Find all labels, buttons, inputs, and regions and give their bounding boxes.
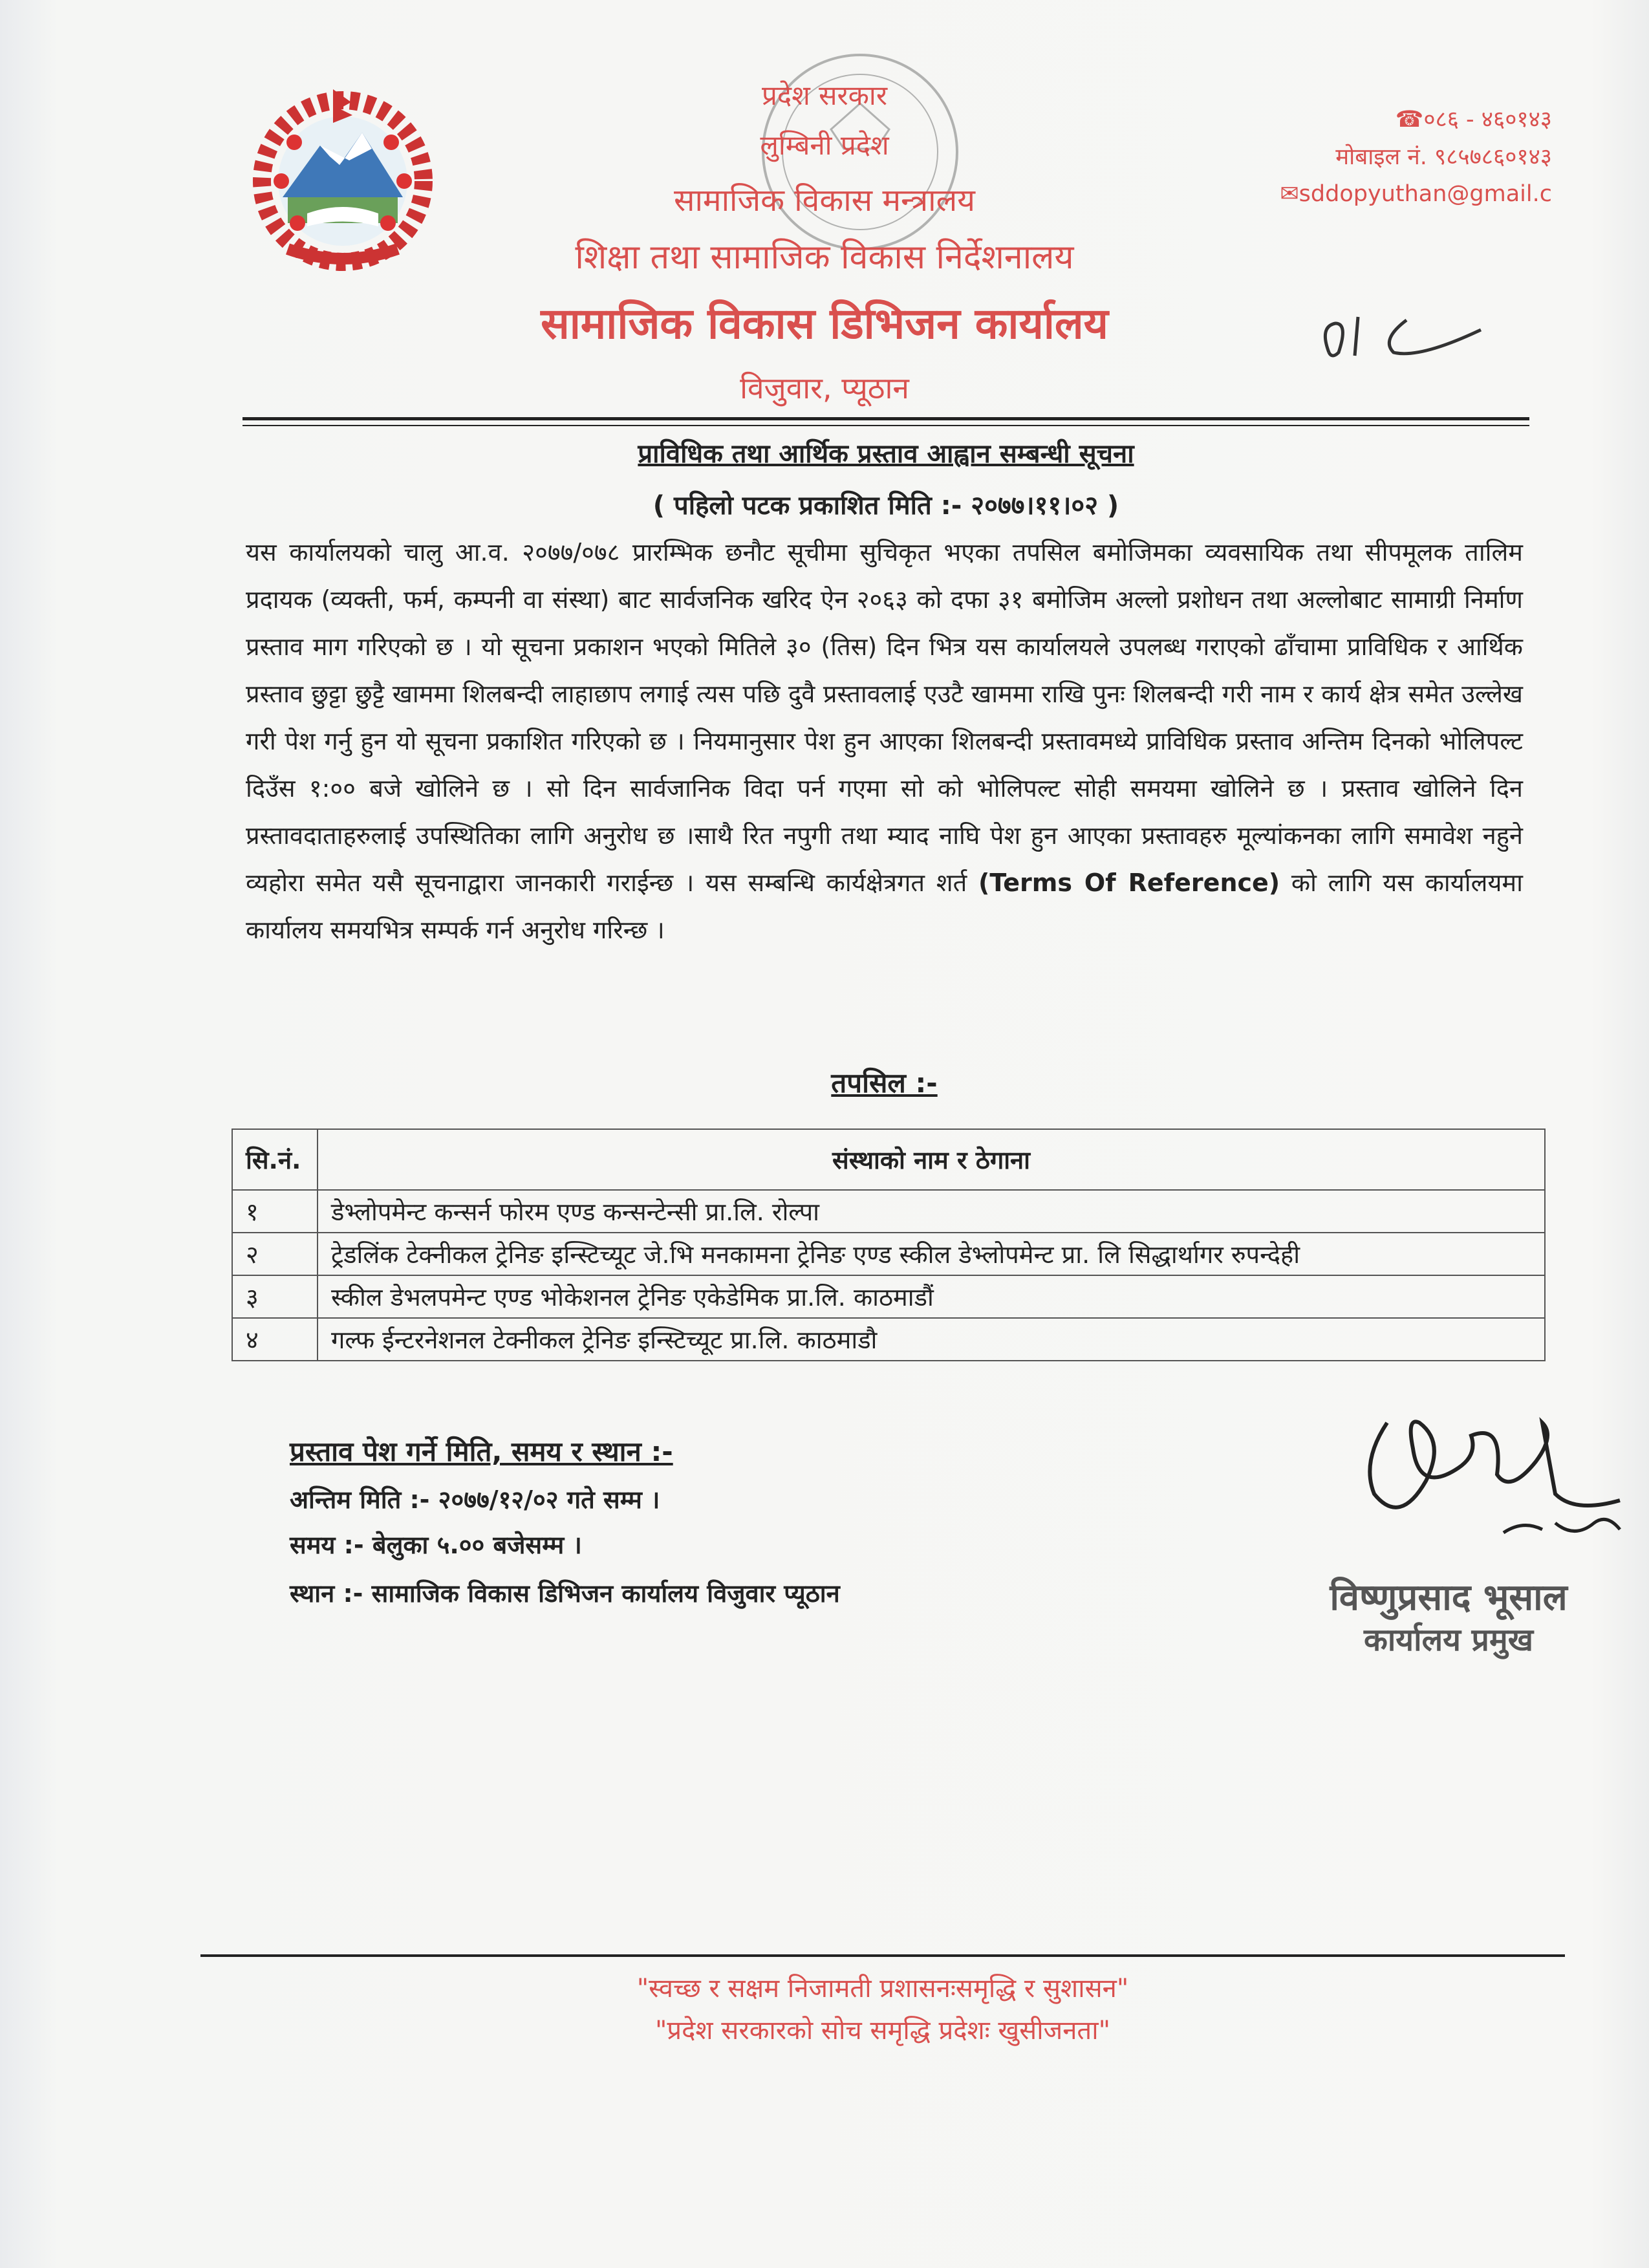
letterhead-government: प्रदेश सरकार — [762, 80, 887, 111]
table-row — [232, 1318, 1545, 1361]
row-org-name: डेभ्लोपमेन्ट कन्सर्न फोरम एण्ड कन्सन्टेन्सी प्रा.लि. रोल्पा — [318, 1190, 1545, 1233]
table-row — [232, 1275, 1545, 1318]
table-row — [232, 1233, 1545, 1275]
submission-time: समय :- बेलुका ५.०० बजेसम्म । — [290, 1531, 582, 1559]
row-org-name: ट्रेडलिंक टेक्नीकल ट्रेनिङ इन्स्टिच्यूट जे.भि मनकामना ट्रेनिङ एण्ड स्कील डेभ्लोपमेन्ट प्रा. लि सिद्धार्थागर रुपन्देही — [318, 1233, 1545, 1275]
header-divider-thin — [242, 425, 1529, 426]
header-divider — [242, 417, 1529, 420]
letterhead-location: विजुवार, प्यूठान — [740, 371, 909, 405]
column-header-name: संस्थाको नाम र ठेगाना — [318, 1129, 1545, 1190]
signature-icon — [1348, 1384, 1633, 1571]
footer-divider — [200, 1954, 1565, 1957]
list-heading: तपसिल :- — [831, 1067, 938, 1099]
letterhead-office: सामाजिक विकास डिभिजन कार्यालय — [541, 299, 1108, 349]
letterhead-province: लुम्बिनी प्रदेश — [760, 129, 889, 161]
letterhead-directorate: शिक्षा तथा सामाजिक विकास निर्देशनालय — [575, 238, 1074, 277]
notice-body: यस कार्यालयको चालु आ.व. २०७७/०७८ प्रारम्भिक छनौट सूचीमा सुचिकृत भएका तपसिल बमोजिमका व्यवसायिक तथा सीपमूलक तालिम प्रदायक (व्यक्ती, फर्म, कम्पनी वा संस्था) बाट सार्वजनिक खरिद ऐन २०६३ को दफा ३१ बमोजिम अल्लो प्रशोधन तथा अल्लोबाट सामाग्री निर्माण प्रस्ताव माग गरिएको छ । यो सूचना प्रकाशन भएको मितिले ३० (तिस) दिन भित्र यस कार्यालयले उपलब्ध गराएको ढाँचामा प्राविधिक र आर्थिक प्रस्ताव छुट्टा छुट्टै खाममा शिलबन्दी लाहाछाप लगाई त्यस पछि दुवै प्रस्तावलाई एउटै खाममा राखि पुनः शिलबन्दी गरी नाम र कार्य क्षेत्र समेत उल्लेख गरी पेश गर्नु हुन यो सूचना प्रकाशित गरिएको छ । नियमानुसार पेश हुन आएका शिलबन्दी प्रस्तावमध्ये प्राविधिक प्रस्ताव अन्तिम दिनको भोलिपल्ट दिउँस १:०० बजे खोलिने छ । सो दिन सार्वजानिक विदा पर्न गएमा सो को भोलिपल्ट सोही समयमा खोलिने छ । प्रस्ताव खोलिने दिन प्रस्तावदाताहरुलाई उपस्थितिका लागि अनुरोध छ ।साथै रित नपुगी तथा म्याद नाघि पेश हुन आएका प्रस्तावहरु मूल्यांकनका लागि समावेश नहुने व्यहोरा समेत यसै सूचनाद्वारा जानकारी गराईन्छ । यस सम्बन्धि कार्यक्षेत्रगत शर्त (Terms Of Reference) को लागि यस कार्यालयमा कार्यालय समयभित्र सम्पर्क गर्न अनुरोध गरिन्छ । — [246, 538, 1523, 944]
table-header-row — [232, 1129, 1545, 1190]
letterhead-ministry: सामाजिक विकास मन्त्रालय — [674, 182, 975, 219]
row-number: २ — [232, 1233, 318, 1275]
signatory-role: कार्यालय प्रमुख — [1364, 1622, 1533, 1658]
organization-table — [232, 1129, 1546, 1361]
tor-label: (Terms Of Reference) — [978, 869, 1280, 897]
submission-heading: प्रस्ताव पेश गर्ने मिति, समय र स्थान :- — [290, 1436, 673, 1467]
row-number: १ — [232, 1190, 318, 1233]
submission-deadline: अन्तिम मिति :- २०७७/१२/०२ गते सम्म । — [290, 1485, 660, 1514]
contact-phone: ☎०८६ - ४६०१४३ — [1395, 107, 1552, 133]
submission-place: स्थान :- सामाजिक विकास डिभिजन कार्यालय विजुवार प्यूठान — [290, 1579, 840, 1608]
notice-published-date: ( पहिलो पटक प्रकाशित मिति :- २०७७।११।०२ ) — [652, 491, 1119, 521]
column-header-sn: सि.नं. — [232, 1129, 318, 1190]
table-row — [232, 1190, 1545, 1233]
notice-title: प्राविधिक तथा आर्थिक प्रस्ताव आह्वान सम्बन्धी सूचना — [638, 439, 1134, 469]
row-number: ३ — [232, 1275, 318, 1318]
row-number: ४ — [232, 1318, 318, 1361]
signatory-name: विष्णुप्रसाद भूसाल — [1330, 1577, 1568, 1619]
row-org-name: स्कील डेभलपमेन्ट एण्ड भोकेशनल ट्रेनिङ एकेडेमिक प्रा.लि. काठमाडौं — [318, 1275, 1545, 1318]
nepal-emblem-icon — [242, 84, 443, 272]
footer-motto-2: "प्रदेश सरकारको सोच समृद्धि प्रदेशः खुसीजनता" — [654, 2016, 1110, 2046]
contact-email: ✉sddopyuthan@gmail.c — [1280, 181, 1552, 207]
footer-motto-1: "स्वच्छ र सक्षम निजामती प्रशासनःसमृद्धि र सुशासन" — [636, 1974, 1129, 2003]
handwritten-mark — [1310, 294, 1497, 365]
contact-mobile: मोबाइल नं. ९८५७८६०१४३ — [1335, 144, 1552, 170]
row-org-name: गल्फ ईन्टरनेशनल टेक्नीकल ट्रेनिङ इन्स्टिच्यूट प्रा.लि. काठमाडौ — [318, 1318, 1545, 1361]
